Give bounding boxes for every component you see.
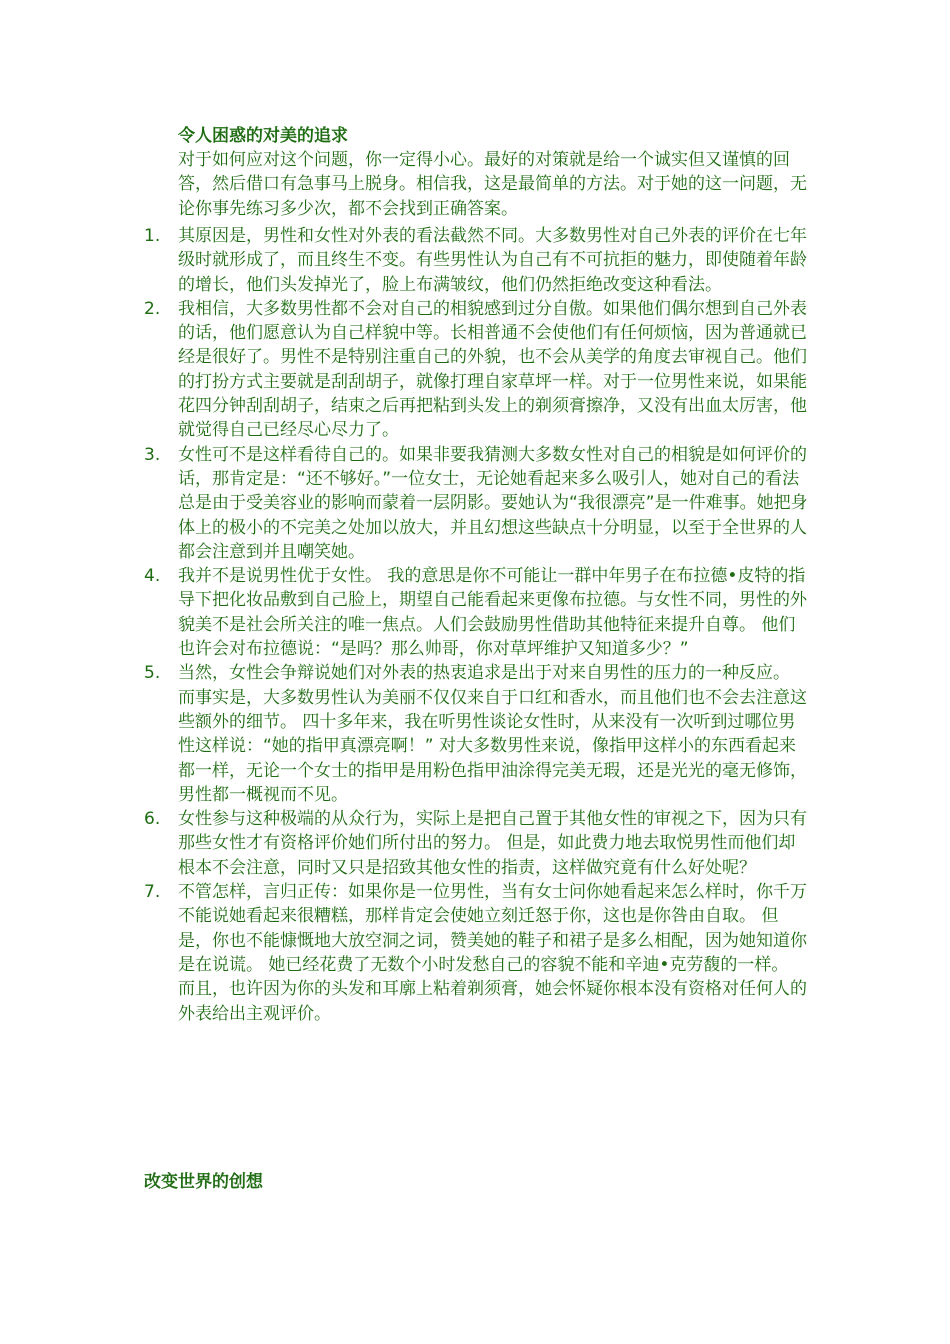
list-item-number: 1.	[144, 226, 161, 246]
list-item	[0, 297, 950, 443]
list-item	[0, 564, 950, 661]
list-item	[0, 661, 950, 807]
list-item-text: 女性参与这种极端的从众行为，实际上是把自己置于其他女性的审视之下，因为只有那些女性才有资格评价她们所付出的努力。 但是，如此费力地去取悦男性而他们却根本不会注意，同时又只是招致其他女性的指责，这样做究竟有什么好处呢？	[178, 809, 807, 878]
list-item-number: 4.	[144, 566, 161, 587]
list-item-number: 5.	[144, 663, 161, 684]
article-title: 令人困惑的对美的追求	[178, 126, 348, 146]
list-item-number: 2.	[144, 298, 161, 319]
list-item-text: 女性可不是这样看待自己的。如果非要我猜测大多数女性对自己的相貌是如何评价的话，那肯定是：“还不够好。”一位女士，无论她看起来多么吸引人，她对自己的看法总是由于受美容业的影响而蒙着一层阴影。要她认为“我很漂亮”是一件难事。她把身体上的极小的不完美之处加以放大，并且幻想这些缺点十分明显，以至于全世界的人都会注意到并且嘲笑她。	[178, 444, 808, 562]
list-item-text: 不管怎样，言归正传：如果你是一位男性，当有女士问你她看起来怎么样时，你千万不能说她看起来很糟糕，那样肯定会使她立刻迁怒于你，这也是你咎由自取。 但是，你也不能慷慨地大放空洞之词，赞美她的鞋子和裙子是多么相配，因为她知道你是在说谎。 她已经花费了无数个小时发愁自己的容貌不能和辛迪•克劳馥的一样。 而且，也许因为你的头发和耳廓上粘着剃须膏，她会怀疑你根本没有资格对任何人的外表给出主观评价。	[178, 882, 807, 1024]
list-item	[0, 224, 950, 297]
numbered-list	[0, 224, 950, 1026]
list-item-text: 当然，女性会争辩说她们对外表的热衷追求是出于对来自男性的压力的一种反应。 而事实是，大多数男性认为美丽不仅仅来自于口红和香水，而且他们也不会去注意这些额外的细节。 四十多年来，我在听男性谈论女性时，从来没有一次听到过哪位男性这样说：“她的指甲真漂亮啊！” 对大多数男性来说，像指甲这样小的东西看起来都一样，无论一个女士的指甲是用粉色指甲油涂得完美无瑕，还是光光的毫无修饰，男性都一概视而不见。	[178, 663, 807, 805]
intro-paragraph: 对于如何应对这个问题，你一定得小心。最好的对策就是给一个诚实但又谨慎的回答，然后借口有急事马上脱身。相信我，这是最简单的方法。对于她的这一问题，无论你事先练习多少次，都不会找到正确答案。	[178, 150, 807, 219]
list-item-number: 3.	[144, 444, 161, 465]
list-item	[0, 443, 950, 564]
next-section-heading: 改变世界的创想	[144, 1172, 263, 1192]
list-item	[0, 880, 950, 1026]
list-item	[0, 807, 950, 880]
list-item-text: 我相信，大多数男性都不会对自己的相貌感到过分自傲。如果他们偶尔想到自己外表的话，他们愿意认为自己样貌中等。长相普通不会使他们有任何烦恼，因为普通就已经是很好了。男性不是特别注重自己的外貌，也不会从美学的角度去审视自己。他们的打扮方式主要就是刮刮胡子，就像打理自家草坪一样。对于一位男性来说，如果能花四分钟刮刮胡子，结束之后再把粘到头发上的剃须膏擦净，又没有出血太厉害，他就觉得自己已经尽心尽力了。	[178, 298, 807, 441]
list-item-number: 6.	[144, 809, 161, 830]
list-item-number: 7.	[144, 882, 161, 903]
list-item-text: 其原因是，男性和女性对外表的看法截然不同。大多数男性对自己外表的评价在七年级时就形成了，而且终生不变。有些男性认为自己有不可抗拒的魅力，即使随着年龄的增长，他们头发掉光了，脸上布满皱纹，他们仍然拒绝改变这种看法。	[178, 226, 807, 295]
list-item-text: 我并不是说男性优于女性。 我的意思是你不可能让一群中年男子在布拉德•皮特的指导下把化妆品敷到自己脸上，期望自己能看起来更像布拉德。与女性不同，男性的外貌美不是社会所关注的唯一焦点。人们会鼓励男性借助其他特征来提升自尊。 他们也许会对布拉德说：“是吗？那么帅哥，你对草坪维护又知道多少？”	[178, 566, 807, 660]
